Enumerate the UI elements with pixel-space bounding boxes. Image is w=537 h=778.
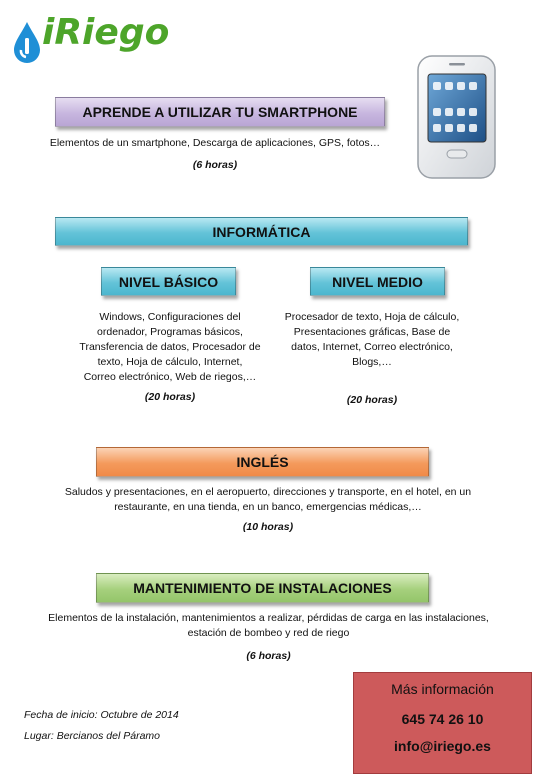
- nivel-basico-description: Windows, Configuraciones del ordenador, Programas básicos, Transferencia de datos, Procesador de texto, Hoja de cálculo, Internet, Correo electrónico, Web de riegos,…: [79, 311, 261, 383]
- ingles-hours: (10 horas): [242, 521, 294, 533]
- informatica-title: INFORMÁTICA: [55, 217, 468, 246]
- logo-text: iRiego: [42, 12, 170, 53]
- nivel-medio-description: Procesador de texto, Hoja de cálculo, Presentaciones gráficas, Base de datos, Internet, Correo electrónico, Blogs,…: [284, 311, 460, 368]
- water-drop-icon: [12, 20, 42, 64]
- smartphone-course-description: Elementos de un smartphone, Descarga de aplicaciones, GPS, fotos…: [49, 137, 381, 149]
- ingles-title: INGLÉS: [96, 447, 429, 477]
- iriego-logo: [12, 12, 170, 64]
- contact-email[interactable]: info@iriego.es: [394, 738, 491, 754]
- mantenimiento-hours: (6 horas): [246, 650, 291, 662]
- ingles-description: Saludos y presentaciones, en el aeropuerto, direcciones y transporte, en el hotel, en un restaurante, en una tienda, en un banco, emergencias médicas,…: [64, 486, 472, 513]
- smartphone-course-title: APRENDE A UTILIZAR TU SMARTPHONE: [55, 97, 385, 127]
- fecha-inicio: Fecha de inicio: Octubre de 2014: [24, 709, 179, 721]
- smartphone-image: [414, 52, 499, 182]
- mantenimiento-title: MANTENIMIENTO DE INSTALACIONES: [96, 573, 429, 603]
- contact-title: Más información: [391, 681, 494, 697]
- nivel-medio-title: NIVEL MEDIO: [310, 267, 445, 296]
- smartphone-course-hours: (6 horas): [192, 159, 238, 171]
- nivel-medio-hours: (20 horas): [346, 394, 398, 406]
- lugar: Lugar: Bercianos del Páramo: [24, 730, 160, 742]
- contact-phone[interactable]: 645 74 26 10: [401, 711, 484, 727]
- contact-box: [353, 672, 532, 774]
- mantenimiento-description: Elementos de la instalación, mantenimientos a realizar, pérdidas de carga en las instalaciones, estación de bombeo y red de riego: [48, 612, 489, 639]
- nivel-basico-title: NIVEL BÁSICO: [101, 267, 236, 296]
- nivel-basico-hours: (20 horas): [144, 391, 196, 403]
